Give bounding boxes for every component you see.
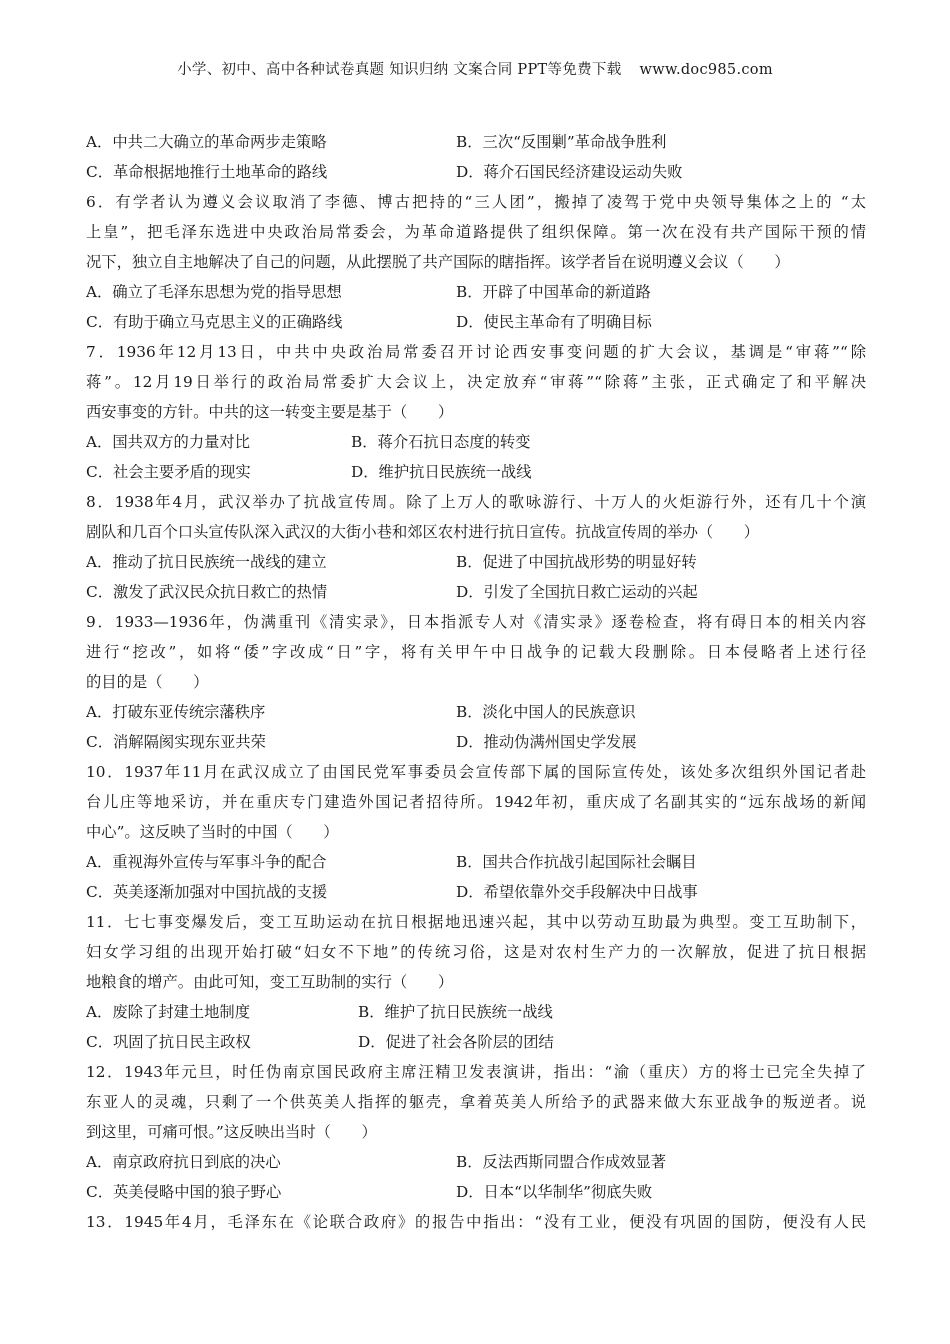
q9-option-c: C．消解隔阂实现东亚共荣 [86,733,266,751]
q9-options-row-2 [86,727,866,757]
q8-option-a: A．推动了抗日民族统一战线的建立 [86,553,327,571]
q6-option-c: C．有助于确立马克思主义的正确路线 [86,313,343,331]
q10-stem-line-2: 台儿庄等地采访，并在重庆专门建造外国记者招待所。1942年初，重庆成了名副其实的“远东战场的新闻 [86,793,866,811]
q5-options-row-1 [86,127,866,157]
header-website: www.doc985.com [639,62,773,78]
q9-stem-line-2: 进行“挖改”，如将“倭”字改成“日”字，将有关甲午中日战争的记载大段删除。日本侵略者上述行径 [86,643,866,661]
q8-option-c: C．激发了武汉民众抗日救亡的热情 [86,583,328,601]
q6-stem-line-2: 上皇”，把毛泽东选进中央政治局常委会，为革命道路提供了组织保障。第一次在没有共产国际干预的情 [86,223,866,241]
q10-option-d: D．希望依靠外交手段解决中日战事 [456,883,698,901]
q6-stem-line-3: 况下，独立自主地解决了自己的问题，从此摆脱了共产国际的瞎指挥。该学者旨在说明遵义会议（ ） [86,253,790,271]
q6-option-b: B．开辟了中国革命的新道路 [456,283,651,301]
q7-stem-line-3: 西安事变的方针。中共的这一转变主要是基于（ ） [86,403,454,421]
q11-option-b: B．维护了抗日民族统一战线 [358,1003,553,1021]
q11-option-d: D．促进了社会各阶层的团结 [358,1033,554,1051]
q10-stem-line-1: 10．1937年11月在武汉成立了由国民党军事委员会宣传部下属的国际宣传处，该处多次组织外国记者赴 [86,763,866,781]
q12-stem-line-2: 东亚人的灵魂，只剩了一个供英美人指挥的躯壳，拿着英美人所给予的武器来做大东亚战争的叛逆者。说 [86,1093,866,1111]
q8-option-b: B．促进了中国抗战形势的明显好转 [456,553,697,571]
q7-stem-line-1: 7．1936年12月13日，中共中央政治局常委召开讨论西安事变问题的扩大会议，基调是“审蒋”“除 [86,343,866,361]
q12-options-row-1 [86,1147,866,1177]
q9-stem-line-3: 的目的是（ ） [86,673,209,691]
q5-options-row-2 [86,157,866,187]
q6-option-d: D．使民主革命有了明确目标 [456,313,652,331]
q5-option-c: C．革命根据地推行土地革命的路线 [86,163,328,181]
q12-stem-line-3: 到这里，可痛可恨。”这反映出当时（ ） [86,1123,377,1141]
q7-stem-line-2: 蒋”。12月19日举行的政治局常委扩大会议上，决定放弃“审蒋”“除蒋”主张，正式确定了和平解决 [86,373,866,391]
header-left-text: 小学、初中、高中各种试卷真题 知识归纳 文案合同 PPT等免费下载 [177,62,622,78]
q9-options-row-1 [86,697,866,727]
q10-option-a: A．重视海外宣传与军事斗争的配合 [86,853,327,871]
exam-content [86,127,866,1237]
q5-option-a: A．中共二大确立的革命两步走策略 [86,133,327,151]
q7-options-row-1 [86,427,866,457]
q11-stem-line-3: 地粮食的增产。由此可知，变工互助制的实行（ ） [86,973,454,991]
q7-options-row-2 [86,457,866,487]
q10-stem-line-3: 中心”。这反映了当时的中国（ ） [86,823,339,841]
q11-stem-line-2: 妇女学习组的出现开始打破“妇女不下地”的传统习俗，这是对农村生产力的一次解放，促进了抗日根据 [86,943,866,961]
q8-stem-line-1: 8．1938年4月，武汉举办了抗战宣传周。除了上万人的歌咏游行、十万人的火炬游行外，还有几十个演 [86,493,866,511]
q5-option-b: B．三次“反围剿”革命战争胜利 [456,133,667,151]
q11-options-row-2 [86,1027,866,1057]
q12-stem-line-1: 12．1943年元旦，时任伪南京国民政府主席汪精卫发表演讲，指出：“渝（重庆）方的将士已完全失掉了 [86,1063,866,1081]
q12-option-b: B．反法西斯同盟合作成效显著 [456,1153,667,1171]
q8-option-d: D．引发了全国抗日救亡运动的兴起 [456,583,698,601]
q6-stem-line-1: 6．有学者认为遵义会议取消了李德、博古把持的“三人团”，搬掉了凌驾于党中央领导集体之上的 “太 [86,193,866,211]
q12-option-d: D．日本“以华制华”彻底失败 [456,1183,653,1201]
q7-option-b: B．蒋介石抗日态度的转变 [351,433,531,451]
q11-option-c: C．巩固了抗日民主政权 [86,1033,251,1051]
q11-option-a: A．废除了封建土地制度 [86,1003,251,1021]
q10-option-b: B．国共合作抗战引起国际社会瞩目 [456,853,697,871]
q9-stem-line-1: 9．1933—1936年，伪满重刊《清实录》，日本指派专人对《清实录》逐卷检查，将有碍日本的相关内容 [86,613,866,631]
q13-stem-line-1: 13．1945年4月，毛泽东在《论联合政府》的报告中指出：“没有工业，便没有巩固的国防，便没有人民 [86,1213,866,1231]
q6-options-row-1 [86,277,866,307]
q7-option-c: C．社会主要矛盾的现实 [86,463,251,481]
q10-options-row-1 [86,847,866,877]
q11-options-row-1 [86,997,866,1027]
q7-option-d: D．维护抗日民族统一战线 [351,463,532,481]
q7-option-a: A．国共双方的力量对比 [86,433,251,451]
q12-option-a: A．南京政府抗日到底的决心 [86,1153,281,1171]
q12-options-row-2 [86,1177,866,1207]
q11-stem-line-1: 11．七七事变爆发后，变工互助运动在抗日根据地迅速兴起，其中以劳动互助最为典型。变工互助制下， [86,913,866,931]
q8-options-row-2 [86,577,866,607]
q6-option-a: A．确立了毛泽东思想为党的指导思想 [86,283,342,301]
q10-option-c: C．英美逐渐加强对中国抗战的支援 [86,883,328,901]
q8-options-row-1 [86,547,866,577]
q6-options-row-2 [86,307,866,337]
q5-option-d: D．蒋介石国民经济建设运动失败 [456,163,683,181]
q12-option-c: C．英美侵略中国的狼子野心 [86,1183,282,1201]
q10-options-row-2 [86,877,866,907]
q8-stem-line-2: 剧队和几百个口头宣传队深入武汉的大街小巷和郊区农村进行抗日宣传。抗战宣传周的举办（ ） [86,523,760,541]
q9-option-a: A．打破东亚传统宗藩秩序 [86,703,266,721]
q9-option-d: D．推动伪满州国史学发展 [456,733,637,751]
page-header [0,58,950,79]
q9-option-b: B．淡化中国人的民族意识 [456,703,636,721]
